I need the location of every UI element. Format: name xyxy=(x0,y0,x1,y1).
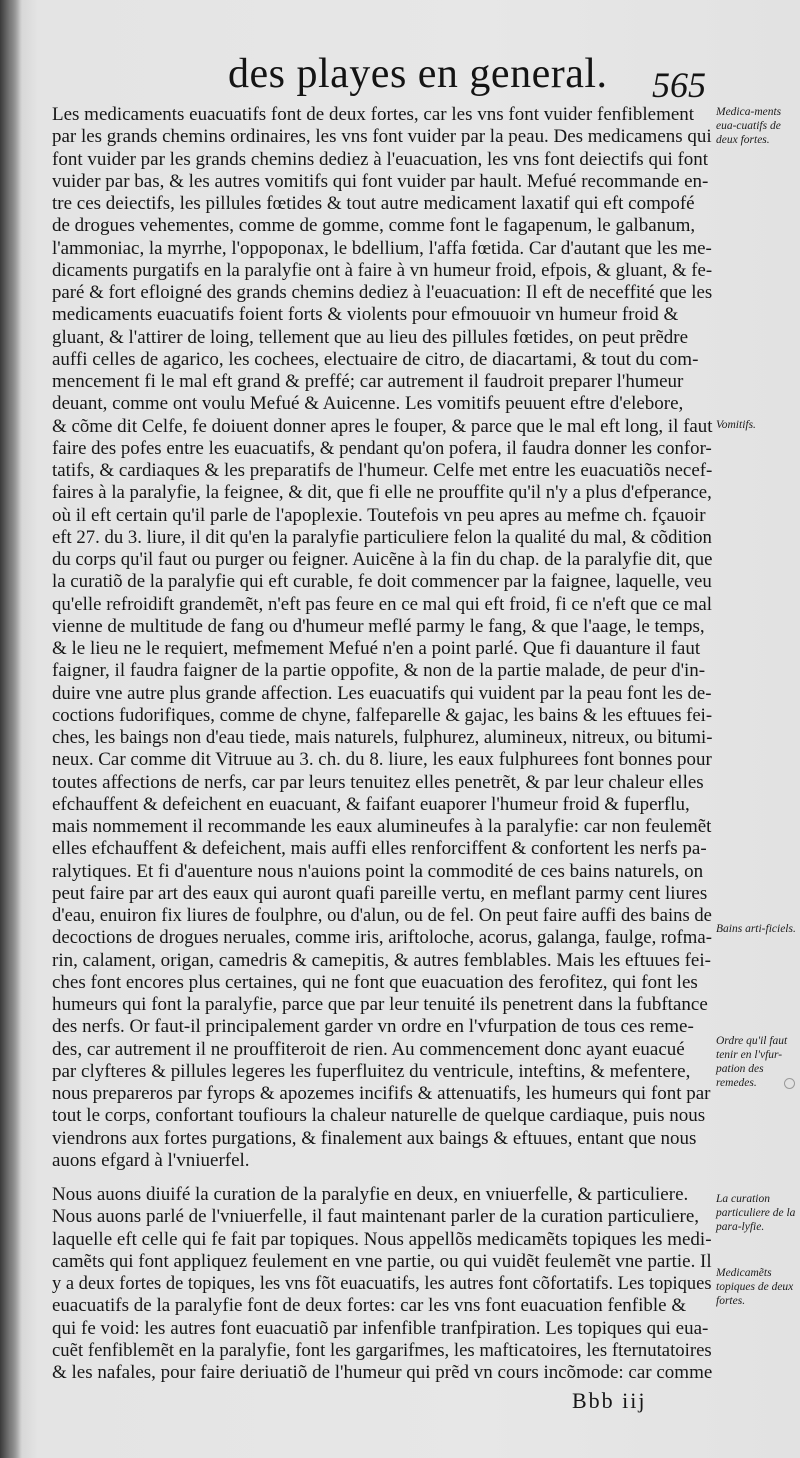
text-line: gluant, & l'attirer de loing, tellement que au lieu des pillules fœtides, on peut prẽdre xyxy=(52,326,689,348)
text-line: faigner, il faudra faigner de la partie oppofite, & non de la partie malade, de peur d'in- xyxy=(52,660,706,682)
text-line: peut faire par art des eaux qui auront quafi pareille vertu, en meflant parmy cent liures xyxy=(52,882,708,904)
text-line: d'eau, enuiron fix liures de foulphre, ou d'alun, ou de fel. On peut faire auffi des bains de xyxy=(52,905,712,926)
text-line: ches, les baings non d'eau tiede, mais naturels, fulphurez, alumineux, nitreux, ou bitumi- xyxy=(52,727,713,748)
text-line: qui fe void: les autres font euacuatiõ par infenfible tranfpiration. Les topiques qui eua- xyxy=(52,1317,709,1339)
text-line: auffi celles de agarico, les cochees, electuaire de citro, de diacartami, & tout du com- xyxy=(52,348,699,370)
text-line: coctions fudorifiques, comme de chyne, falfeparelle & gajac, les bains & les eftuues fei- xyxy=(52,704,713,726)
text-line: & le lieu ne le requiert, mefmement Mefué n'en a point parlé. Que fi dauanture il faut xyxy=(52,638,701,659)
text-line: toutes affections de nerfs, car par leurs tenuitez elles penetrẽt, & par leur chaleur elles xyxy=(52,771,704,793)
text-line: humeurs qui font la paralyfie, parce que par leur tenuité ils penetrent dans la fubftance xyxy=(52,994,708,1015)
text-line: neux. Car comme dit Vitruue au 3. ch. du 8. liure, les eaux fulphurees font bonnes pour xyxy=(52,749,712,771)
text-line: Les medicaments euacuatifs font de deux fortes, car les vns font vuider fenfiblement xyxy=(52,104,695,125)
text-line: laquelle eft celle qui fe fait par topiques. Nous appellõs medicamẽts topiques les medi- xyxy=(52,1228,712,1250)
text-line: ralytiques. Et fi d'auenture nous n'auions point la commodité de ces bains naturels, on xyxy=(52,860,704,882)
text-line: y a deux fortes de topiques, les vns fõt euacuatifs, les autres font cõfortatifs. Les topiques xyxy=(52,1273,712,1294)
page-number: 565 xyxy=(652,65,706,105)
paper-hole xyxy=(784,1078,795,1089)
text-line: camẽts qui font appliquez feulement en vne partie, ou qui vuidẽt feulemẽt vne partie. Il xyxy=(52,1250,712,1272)
text-line: du corps qu'il faut ou purger ou feigner. Auicẽne à la fin du chap. de la paralyfie dit, que xyxy=(52,549,713,570)
text-line: efchauffent & defeichent en euacuant, & faifant euaporer l'humeur froid & fuperflu, xyxy=(52,793,690,815)
text-line: paré & fort efloigné des grands chemins dediez à l'euacuation: Il eft de neceffité que les xyxy=(52,282,713,303)
text-line: rin, calament, origan, camedris & camepitis, & autres femblables. Mais les eftuues fei- xyxy=(52,949,711,971)
text-line: vienne de multitude de fang ou d'humeur meflé parmy le fang, & que l'aage, le temps, xyxy=(52,615,705,637)
text-line: de drogues vehementes, comme de gomme, comme font le fagapenum, le galbanum, xyxy=(52,215,696,237)
text-line: mais nommement il recommande les eaux alumineufes à la paralyfie: car non feulemẽt xyxy=(52,816,712,837)
text-line: par les grands chemins ordinaires, les vns font vuider par la peau. Des medicamens qui xyxy=(52,126,712,148)
text-line: faire des pofes entre les euacuatifs, & pendant qu'on pofera, il faudra donner les confor- xyxy=(52,437,712,459)
text-line: tre ces deiectifs, les pillules fœtides & tout autre medicament laxatif qui eft compofé xyxy=(52,193,695,214)
text-line: cuẽt fenfiblemẽt en la paralyfie, font les gargarifmes, les mafticatoires, les fternutatoires xyxy=(52,1339,712,1361)
text-line: mencement fi le mal eft grand & preffé; car autrement il faudroit preparer l'humeur xyxy=(52,371,684,392)
margin-note-topiques: Medicamẽts topiques de deux fortes. xyxy=(716,1267,794,1307)
text-line: decoctions de drogues neruales, comme iris, ariftoloche, acorus, galanga, faulge, rofma- xyxy=(52,927,712,949)
text-line: ches font encores plus certaines, qui ne font que euacuation des ferofitez, qui font les xyxy=(52,971,698,993)
text-line: dicaments purgatifs en la paralyfie ont à faire à vn humeur froid, efpois, & gluant, & fe- xyxy=(52,259,713,281)
signature-mark: Bbb iij xyxy=(572,1388,647,1413)
text-line: deuant, comme ont voulu Mefué & Auicenne. Les vomitifs peuuent eftre d'elebore, xyxy=(52,393,684,415)
text-line: la curatiõ de la paralyfie qui eft curable, fe doit commencer par la faignee, laquelle, veu xyxy=(52,571,712,593)
text-line: duire vne autre plus grande affection. Les euacuatifs qui vuident par la peau font les de- xyxy=(52,682,712,704)
text-line: par clyfteres & pillules legeres les fuperfluitez du ventricule, inteftins, & mefentere, xyxy=(52,1060,691,1082)
margin-note-curation: La curation particuliere de la para-lyfie. xyxy=(716,1193,796,1233)
text-line: des nerfs. Or faut-il principalement garder vn ordre en l'vfurpation de tous ces reme- xyxy=(52,1016,694,1038)
paragraph-1 xyxy=(52,104,712,1172)
main-text xyxy=(52,104,712,1384)
running-header xyxy=(0,46,800,106)
spine-shadow xyxy=(0,0,22,1458)
text-line: tout le corps, confortant toufiours la chaleur naturelle de quelque cardiaque, puis nous xyxy=(52,1105,706,1127)
text-line: auons efgard à l'vniuerfel. xyxy=(52,1149,250,1171)
text-line: font vuider par les grands chemins dediez à l'euacuation, les vns font deiectifs qui font xyxy=(52,148,709,170)
margin-note-bains: Bains arti-ficiels. xyxy=(716,923,796,935)
text-line: faires à la paralyfie, la feignee, & dit, que fi elle ne prouffite qu'il n'y a plus d'efperance, xyxy=(52,482,712,504)
text-line: eft 27. du 3. liure, il dit qu'en la paralyfie particuliere felon la qualité du mal, & cõdition xyxy=(52,526,712,548)
page-footer xyxy=(0,1380,800,1420)
text-line: Nous auons diuifé la curation de la paralyfie en deux, en vniuerfelle, & particuliere. xyxy=(52,1184,689,1205)
text-line: euacuatifs de la paralyfie font de deux fortes: car les vns font euacuation fenfible & xyxy=(52,1295,687,1317)
text-line: & cõme dit Celfe, fe doiuent donner apres le fouper, & parce que le mal eft long, il faut xyxy=(52,415,713,437)
text-line: qu'elle refroidift grandemẽt, n'eft pas feure en ce mal qui eft froid, fi ce n'eft que ce mal xyxy=(52,593,712,615)
text-line: où il eft certain qu'il parle de l'apoplexie. Toutefois vn peu apres au mefme ch. fçauoir xyxy=(52,504,706,526)
page-title: des playes en general. xyxy=(228,51,608,97)
text-line: viendrons aux fortes purgations, & finalement aux baings & eftuues, entant que nous xyxy=(52,1127,697,1149)
paragraph-gap xyxy=(52,1172,712,1184)
margin-note-vomitifs: Vomitifs. xyxy=(716,419,756,431)
text-line: tatifs, & cardiaques & les preparatifs de l'humeur. Celfe met entre les euacuatiõs necef- xyxy=(52,460,713,481)
text-line: vuider par bas, & les autres vomitifs qui font vuider par hault. Mefué recommande en- xyxy=(52,170,709,192)
margin-note-ordre: Ordre qu'il faut tenir en l'vfur-pation des remedes. xyxy=(716,1035,788,1089)
text-line: des, car autrement il ne prouffiteroit de rien. Au commencement donc ayant euacué xyxy=(52,1038,685,1060)
text-line: Nous auons parlé de l'vniuerfelle, il faut maintenant parler de la curation particuliere, xyxy=(52,1206,700,1228)
text-line: elles efchauffent & defeichent, mais auffi elles renforciffent & confortent les nerfs pa- xyxy=(52,838,707,860)
text-line: medicaments euacuatifs foient forts & violents pour efmouuoir vn humeur froid & xyxy=(52,304,679,326)
text-line: nous prepareros par fyrops & apozemes incififs & attenuatifs, les humeurs qui font par xyxy=(52,1083,711,1104)
margin-note-medicaments: Medica-ments eua-cuatifs de deux fortes. xyxy=(716,106,782,146)
text-line: & les nafales, pour faire deriuatiõ de l'humeur qui prẽd vn cours incõmode: car comme xyxy=(52,1362,713,1383)
text-line: l'ammoniac, la myrrhe, l'oppoponax, le bdellium, l'affa fœtida. Car d'autant que les me- xyxy=(52,237,712,259)
paragraph-2 xyxy=(52,1184,712,1384)
